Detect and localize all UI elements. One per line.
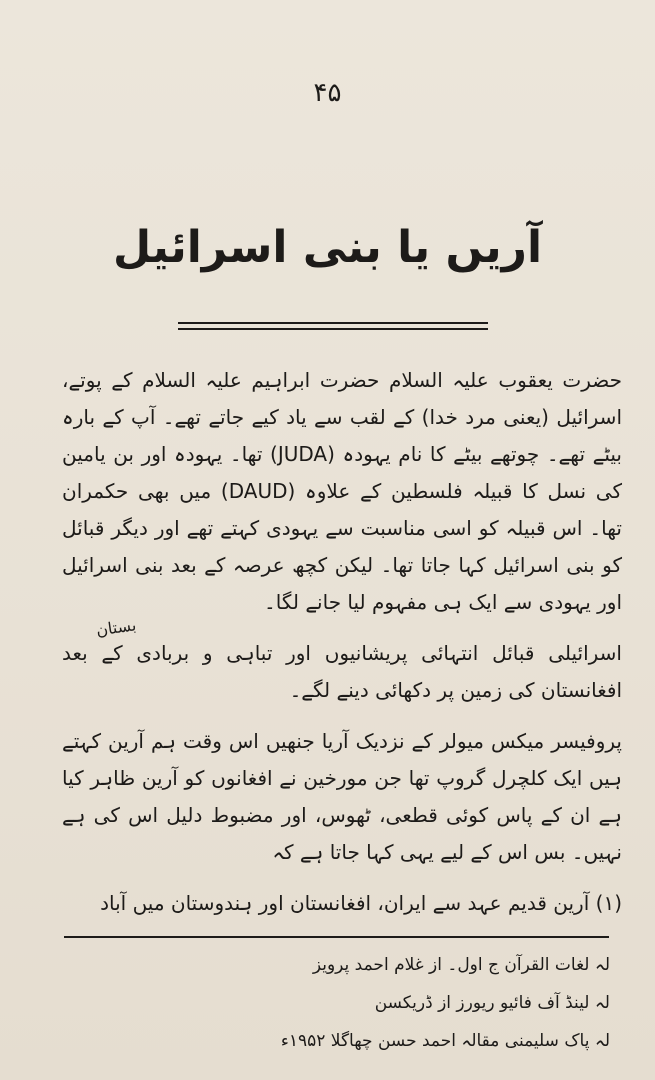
footnote-3: لہ پاک سلیمنی مقالہ احمد حسن چھاگلا ۱۹۵۲ء [280,1031,610,1051]
paragraph-1: حضرت یعقوب علیہ السلام حضرت ابراہیم علیہ السلام کے پوتے، اسرائیل (یعنی مرد خدا) کے لقب سے یاد کیے جاتے تھے۔ آپ کے بارہ بیٹے تھے۔ چوتھے بیٹے کا نام یہودہ (JUDA) تھا۔ یہودہ اور بن یامین کی نسل کا قبیلہ فلسطین کے علاوہ (DAUD) میں بھی حکمران تھا۔ اس قبیلہ کو اسی مناسبت سے یہودی کہتے تھے اور دیگر قبائل کو بنی اسرائیل کہا جاتا تھا۔ لیکن کچھ عرصہ کے بعد بنی اسرائیل اور یہودی سے ایک ہی مفہوم لیا جانے لگا۔ [62,368,623,614]
paragraph-4: (۱) آرین قدیم عہد سے ایران، افغانستان اور ہندوستان میں آباد [100,891,622,915]
page-number: ۴۵ [313,78,342,108]
footnote-2: لہ لینڈ آف فائیو ریورز از ڈریکسن [374,993,610,1013]
body-text [62,362,622,922]
marginal-handwritten-note: بستان [94,615,138,640]
footnote-1: لہ لغات القرآن ج اول۔ از غلام احمد پرویز [312,955,610,975]
chapter-title: آریں یا بنی اسرائیل [112,222,543,273]
paragraph-3: پروفیسر میکس میولر کے نزدیک آریا جنھیں اس وقت ہم آرین کہتے ہیں ایک کلچرل گروپ تھا جن مورخین نے افغانوں کو آرین ظاہر کیا ہے ان کے پاس کوئی قطعی، ٹھوس، اور مضبوط دلیل اس کی ہے نہیں۔ بس اس کے لیے یہی کہا جاتا ہے کہ [62,729,622,864]
footnote-divider [64,936,609,938]
title-double-underline [178,322,488,330]
paragraph-2: اسرائیلی قبائل انتہائی پریشانیوں اور تباہی و بربادی کے بعد افغانستان کی زمین پر دکھائی دینے لگے۔ [62,641,622,702]
footnotes [110,946,610,1060]
